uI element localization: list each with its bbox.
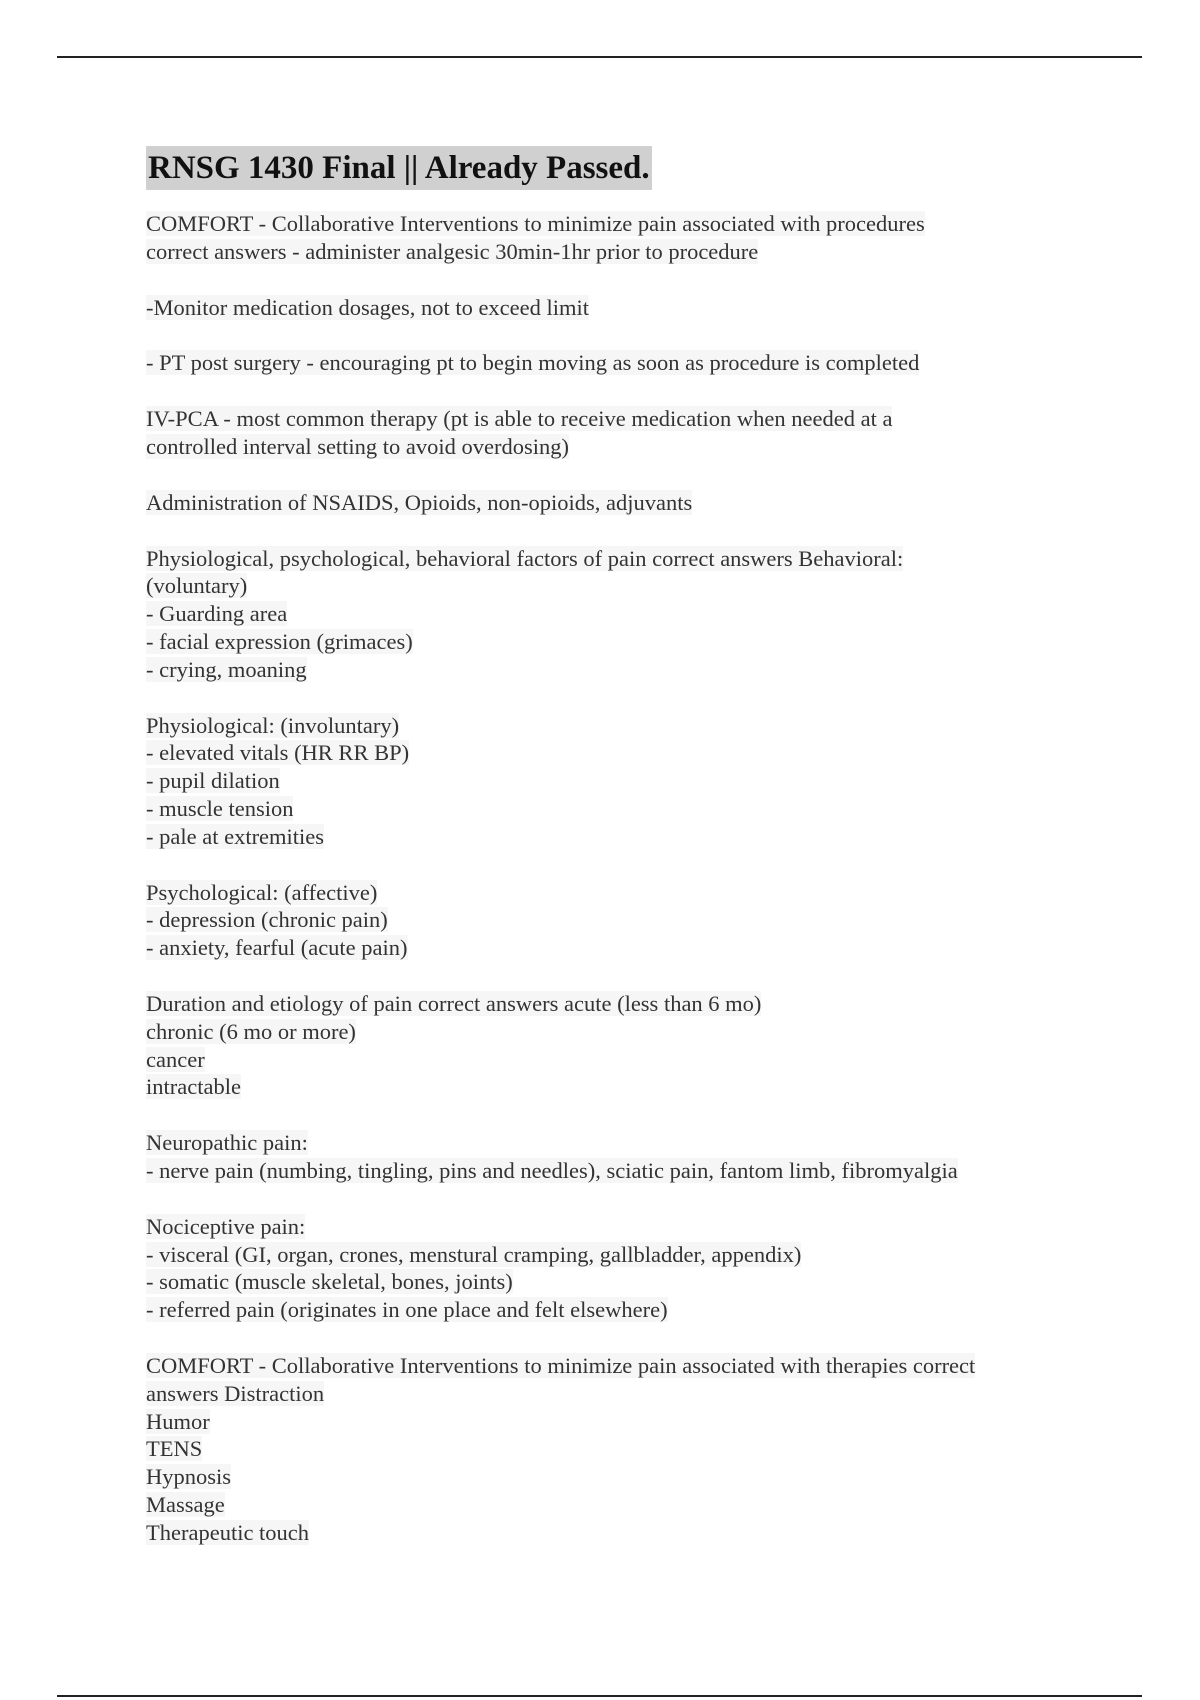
text-line-content: -Monitor medication dosages, not to exceed limit	[146, 294, 590, 320]
text-line	[146, 767, 1066, 795]
text-line-content: - crying, moaning	[146, 656, 307, 682]
text-line	[146, 1380, 1066, 1408]
text-line	[146, 1435, 1066, 1463]
text-line-content: Physiological, psychological, behavioral factors of pain correct answers Behavioral:	[146, 545, 904, 571]
text-line-content: - anxiety, fearful (acute pain)	[146, 935, 408, 961]
text-line	[146, 628, 1066, 656]
text-line	[146, 238, 1066, 266]
text-line-content: Hypnosis	[146, 1464, 232, 1490]
text-line	[146, 823, 1066, 851]
document-body	[146, 146, 1066, 1574]
text-line	[146, 934, 1066, 962]
text-line	[146, 1296, 1066, 1324]
text-line	[146, 545, 1066, 573]
text-line-content: - facial expression (grimaces)	[146, 628, 413, 654]
paragraph-block	[146, 1352, 1066, 1547]
text-line-content: controlled interval setting to avoid overdosing)	[146, 433, 570, 459]
text-line-content: - Guarding area	[146, 601, 288, 627]
paragraph-block	[146, 879, 1066, 962]
text-line-content: - depression (chronic pain)	[146, 907, 388, 933]
text-line	[146, 906, 1066, 934]
text-line-content: - muscle tension	[146, 795, 294, 821]
text-line	[146, 600, 1066, 628]
text-line-content: Humor	[146, 1408, 210, 1434]
paragraph-block	[146, 294, 1066, 322]
text-line	[146, 1408, 1066, 1436]
text-line-content: correct answers - administer analgesic 30min-1hr prior to procedure	[146, 238, 759, 264]
text-line	[146, 1352, 1066, 1380]
text-line-content: COMFORT - Collaborative Interventions to minimize pain associated with procedures	[146, 211, 925, 236]
text-line-content: cancer	[146, 1046, 205, 1072]
text-line	[146, 572, 1066, 600]
text-line	[146, 1519, 1066, 1547]
text-line	[146, 433, 1066, 461]
document-blocks	[146, 210, 1066, 1546]
paragraph-block	[146, 405, 1066, 461]
text-line-content: Therapeutic touch	[146, 1519, 310, 1545]
text-line	[146, 712, 1066, 740]
text-line-content: chronic (6 mo or more)	[146, 1018, 356, 1044]
text-line	[146, 294, 1066, 322]
header-rule	[57, 56, 1142, 58]
text-line	[146, 349, 1066, 377]
text-line-content: Psychological: (affective)	[146, 879, 378, 905]
paragraph-block	[146, 545, 1066, 684]
text-line-content: - visceral (GI, organ, crones, menstural cramping, gallbladder, appendix)	[146, 1241, 802, 1267]
text-line	[146, 1241, 1066, 1269]
text-line-content: TENS	[146, 1436, 203, 1462]
text-line-content: - nerve pain (numbing, tingling, pins and needles), sciatic pain, fantom limb, fibromyalgia	[146, 1157, 958, 1183]
text-line-content: intractable	[146, 1074, 241, 1100]
text-line	[146, 489, 1066, 517]
text-line	[146, 1491, 1066, 1519]
paragraph-block	[146, 1213, 1066, 1324]
text-line-content: (voluntary)	[146, 573, 248, 599]
document-title: RNSG 1430 Final || Already Passed.	[146, 146, 652, 190]
paragraph-block	[146, 712, 1066, 851]
text-line-content: - PT post surgery - encouraging pt to begin moving as soon as procedure is completed	[146, 350, 920, 376]
text-line-content: - pale at extremities	[146, 823, 325, 849]
text-line	[146, 879, 1066, 907]
text-line-content: Administration of NSAIDS, Opioids, non-opioids, adjuvants	[146, 489, 693, 515]
text-line-content: Physiological: (involuntary)	[146, 712, 400, 738]
text-line	[146, 1018, 1066, 1046]
text-line	[146, 1129, 1066, 1157]
text-line-content: Neuropathic pain:	[146, 1130, 308, 1156]
text-line	[146, 739, 1066, 767]
text-line-content: - somatic (muscle skeletal, bones, joints)	[146, 1269, 513, 1295]
text-line	[146, 1463, 1066, 1491]
text-line	[146, 210, 1066, 238]
text-line-content: - referred pain (originates in one place and felt elsewhere)	[146, 1297, 668, 1323]
paragraph-block	[146, 349, 1066, 377]
text-line-content: COMFORT - Collaborative Interventions to minimize pain associated with therapies correct	[146, 1352, 976, 1378]
text-line	[146, 1157, 1066, 1185]
footer-rule	[57, 1695, 1142, 1697]
text-line	[146, 1213, 1066, 1241]
text-line	[146, 1046, 1066, 1074]
text-line-content: answers Distraction	[146, 1380, 325, 1406]
text-line	[146, 1268, 1066, 1296]
text-line-content: IV-PCA - most common therapy (pt is able to receive medication when needed at a	[146, 406, 893, 432]
text-line	[146, 1073, 1066, 1101]
text-line-content: Nociceptive pain:	[146, 1213, 306, 1239]
text-line-content: - pupil dilation	[146, 768, 280, 794]
paragraph-block	[146, 990, 1066, 1101]
text-line	[146, 405, 1066, 433]
paragraph-block	[146, 1129, 1066, 1185]
text-line-content: - elevated vitals (HR RR BP)	[146, 740, 410, 766]
paragraph-block	[146, 210, 1066, 266]
text-line	[146, 795, 1066, 823]
text-line	[146, 656, 1066, 684]
text-line	[146, 990, 1066, 1018]
paragraph-block	[146, 489, 1066, 517]
text-line-content: Duration and etiology of pain correct answers acute (less than 6 mo)	[146, 990, 762, 1016]
text-line-content: Massage	[146, 1491, 225, 1517]
